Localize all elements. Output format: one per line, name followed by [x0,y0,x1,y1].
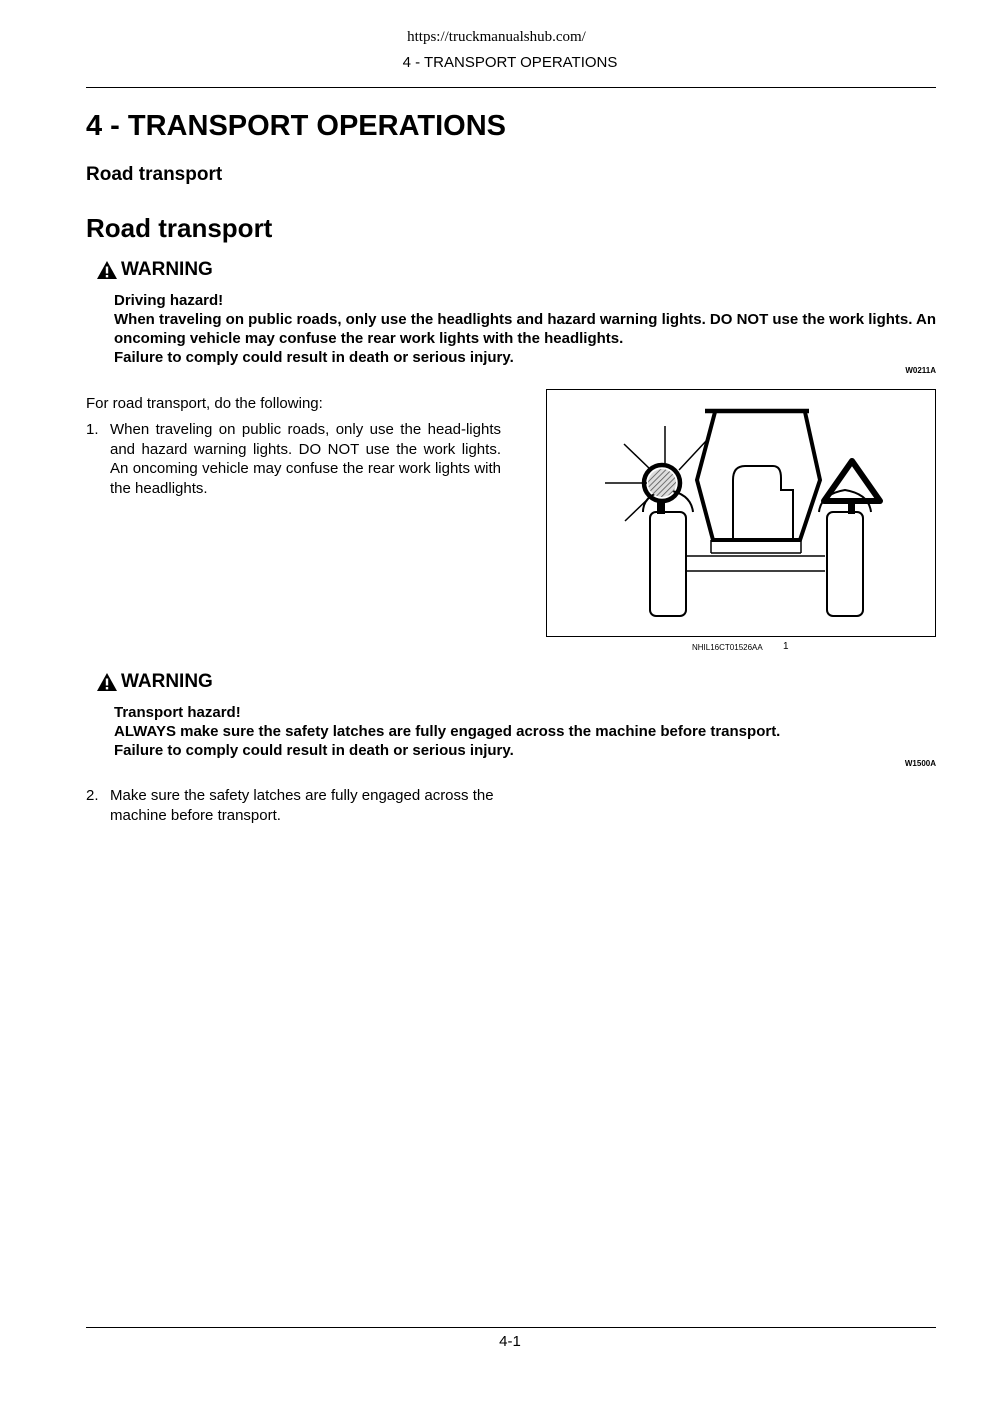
step-2 [86,786,501,825]
toc-entry-road-transport[interactable]: Road transport [86,164,223,185]
warning-heading-transport [96,671,213,693]
footer-rule [86,1327,936,1328]
warning-text: ALWAYS make sure the safety latches are fully engaged across the machine before transport. [114,723,781,740]
source-url[interactable]: https://truckmanualshub.com/ [407,29,586,45]
tractor-lights-figure [546,389,936,637]
tractor-rear-illustration [547,390,935,636]
section-title: Road transport [86,213,273,243]
figure-code: NHIL16CT01526AA [692,643,763,652]
warning-title: Transport hazard! [114,704,241,721]
warning-code: W1500A [904,759,936,768]
warning-body-transport [114,703,938,760]
warning-code: W0211A [905,366,936,375]
chapter-title: 4 - TRANSPORT OPERATIONS [86,110,506,142]
warning-label: WARNING [121,259,213,280]
header-rule [86,87,936,88]
warning-body-driving [114,291,938,367]
page-number: 4-1 [499,1333,521,1350]
intro-text: For road transport, do the following: [86,395,323,412]
running-header: 4 - TRANSPORT OPERATIONS [402,54,618,71]
figure-number: 1 [783,641,789,652]
step-number: 1. [86,421,99,438]
step-text: Make sure the safety latches are fully engaged across the machine before transport. [110,787,494,824]
warning-heading-driving [96,259,213,281]
step-text: When traveling on public roads, only use the head-lights and hazard warning lights. DO NOT use the work lights. An oncoming vehicle may confuse the rear work lights with the headlights. [110,421,501,497]
warning-triangle-icon [96,260,118,280]
warning-consequence: Failure to comply could result in death or serious injury. [114,349,514,366]
warning-title: Driving hazard! [114,292,224,309]
step-number: 2. [86,787,99,804]
warning-triangle-icon [96,672,118,692]
warning-text: When traveling on public roads, only use the headlights and hazard warning lights. DO NOT use the work lights. An oncoming vehicle may confuse the rear work lights with the headlights. [114,311,937,347]
warning-consequence: Failure to comply could result in death or serious injury. [114,742,514,759]
step-1 [86,420,501,498]
warning-label: WARNING [121,671,213,692]
